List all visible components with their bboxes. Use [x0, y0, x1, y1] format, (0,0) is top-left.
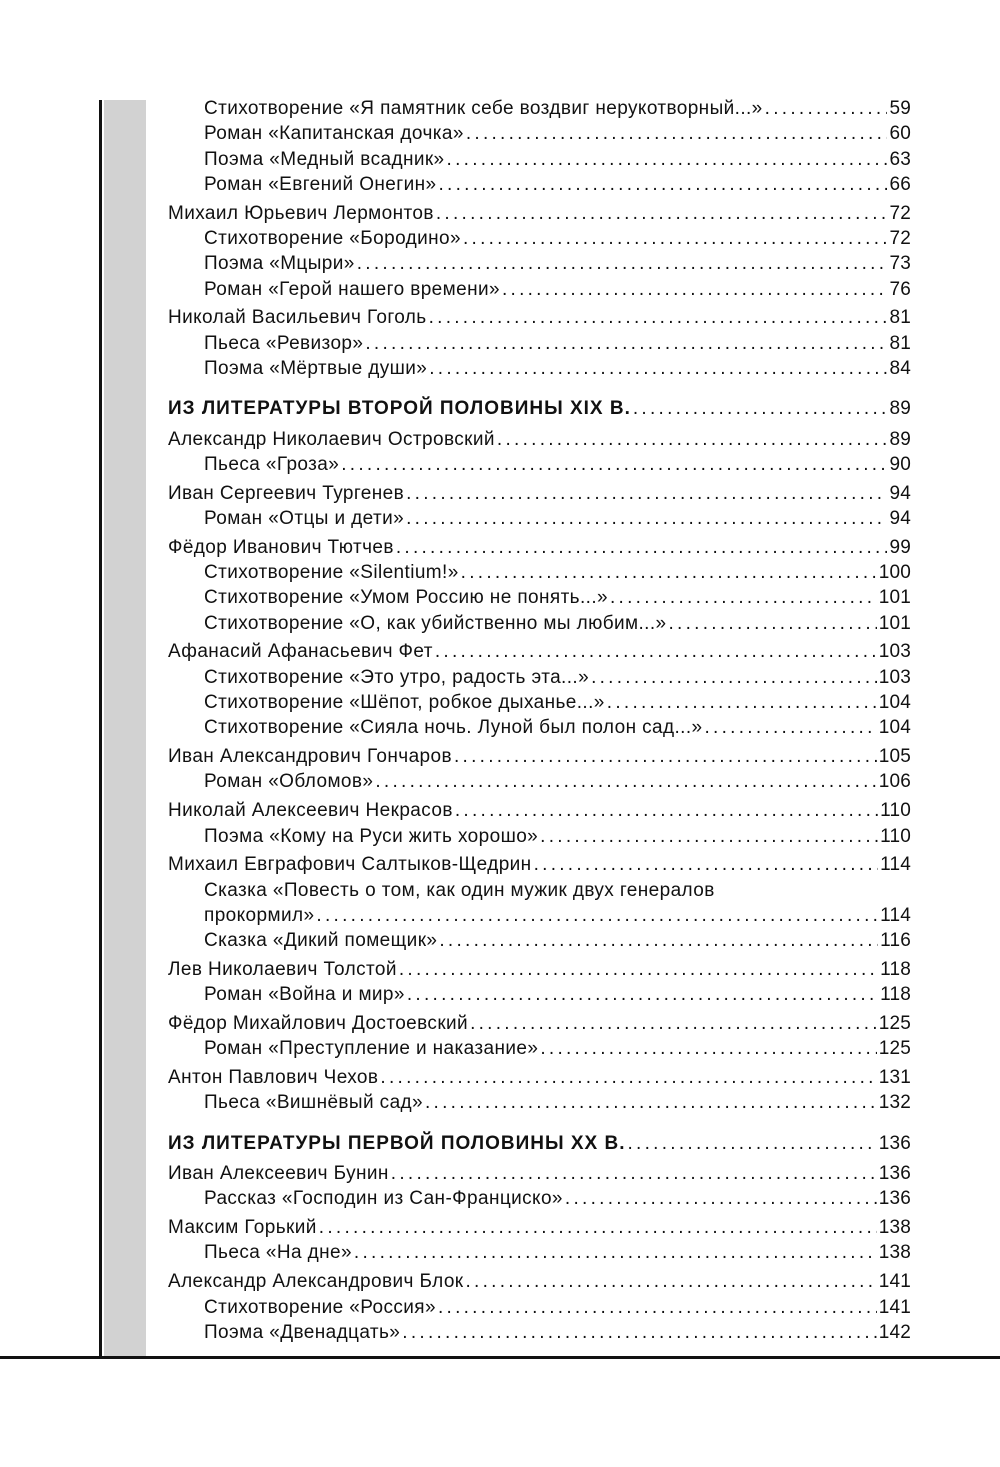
toc-work-entry: [168, 824, 911, 849]
toc-page-number: 118: [880, 959, 911, 980]
toc-entry-title: Николай Алексеевич Некрасов: [168, 800, 453, 822]
toc-page-number: 103: [878, 666, 911, 688]
toc-page-number: 89: [889, 398, 911, 420]
toc-dot-leader: [463, 226, 888, 251]
toc-author-entry: [168, 1161, 911, 1186]
toc-entry-title: Стихотворение «О, как убийственно мы любим...»: [204, 612, 667, 634]
toc-entry-title: прокормил»: [204, 904, 315, 926]
toc-entry-title: Иван Александрович Гончаров: [168, 746, 452, 768]
toc-dot-leader: [391, 1161, 877, 1186]
toc-entry-title: Роман «Отцы и дети»: [204, 507, 405, 529]
toc-dot-leader: [399, 957, 878, 982]
toc-page-number: 114: [880, 904, 911, 926]
toc-page-number: 125: [878, 1038, 911, 1060]
toc-work-entry: [168, 665, 911, 690]
toc-entry-title: Александр Николаевич Островский: [168, 428, 495, 450]
toc-dot-leader: [316, 903, 878, 928]
toc-dot-leader: [765, 96, 888, 121]
toc-dot-leader: [502, 277, 888, 302]
toc-work-entry: [168, 878, 911, 903]
toc-entry-title: Поэма «Мцыри»: [204, 253, 355, 275]
toc-entry-title: Роман «Обломов»: [204, 771, 374, 793]
toc-entry-title: Михаил Юрьевич Лермонтов: [168, 202, 434, 224]
toc-entry-title: Стихотворение «Я памятник себе воздвиг нерукотворный...»: [204, 98, 763, 119]
toc-dot-leader: [375, 769, 876, 794]
toc-entry-title: Фёдор Михайлович Достоевский: [168, 1013, 469, 1035]
toc-entry-title: Афанасий Афанасьевич Фет: [168, 641, 433, 663]
toc-entry-title: Роман «Преступление и наказание»: [204, 1038, 539, 1060]
toc-dot-leader: [396, 535, 888, 560]
table-of-contents: [168, 96, 911, 1345]
toc-dot-leader: [461, 560, 877, 585]
toc-entry-title: Пьеса «Гроза»: [204, 453, 340, 475]
toc-entry-title: Сказка «Повесть о том, как один мужик двух генералов: [204, 879, 715, 901]
toc-author-entry: [168, 957, 911, 982]
toc-page-number: 105: [878, 746, 911, 768]
toc-page-number: 90: [889, 453, 911, 475]
toc-dot-leader: [438, 1295, 877, 1320]
toc-author-entry: [168, 852, 911, 877]
toc-dot-leader: [705, 715, 877, 740]
toc-work-entry: [168, 251, 911, 276]
toc-page-number: 142: [878, 1321, 911, 1343]
toc-work-entry: [168, 769, 911, 794]
toc-work-entry: [168, 1240, 911, 1265]
toc-section-heading: [168, 1131, 911, 1156]
toc-entry-title: Пьеса «Ревизор»: [204, 332, 364, 354]
toc-dot-leader: [407, 982, 878, 1007]
toc-author-entry: [168, 1065, 911, 1090]
toc-work-entry: [168, 96, 911, 121]
toc-work-entry: [168, 452, 911, 477]
toc-dot-leader: [628, 1131, 877, 1156]
toc-dot-leader: [540, 1036, 876, 1061]
toc-author-entry: [168, 639, 911, 664]
toc-work-entry: [168, 1186, 911, 1211]
toc-dot-leader: [540, 824, 878, 849]
toc-dot-leader: [357, 251, 888, 276]
toc-author-entry: [168, 798, 911, 823]
left-margin-rule: [99, 100, 102, 1358]
toc-work-entry: [168, 585, 911, 610]
toc-page-number: 138: [878, 1217, 911, 1239]
toc-work-entry: [168, 506, 911, 531]
toc-entry-title: Поэма «Кому на Руси жить хорошо»: [204, 825, 539, 847]
toc-work-entry: [168, 147, 911, 172]
toc-entry-title: Роман «Война и мир»: [204, 984, 405, 1006]
toc-dot-leader: [380, 1065, 876, 1090]
toc-work-entry: [168, 331, 911, 356]
toc-page-number: 94: [889, 482, 911, 504]
toc-entry-title: Николай Васильевич Гоголь: [168, 307, 427, 329]
toc-dot-leader: [534, 852, 879, 877]
toc-work-entry: [168, 611, 911, 636]
toc-entry-title: Лев Николаевич Толстой: [168, 959, 397, 980]
toc-author-entry: [168, 1011, 911, 1036]
toc-work-entry: [168, 172, 911, 197]
toc-work-entry: [168, 356, 911, 381]
margin-gray-band: [104, 100, 146, 1358]
toc-dot-leader: [402, 1320, 876, 1345]
toc-dot-leader: [354, 1240, 877, 1265]
toc-dot-leader: [429, 356, 887, 381]
toc-page-number: 72: [889, 227, 911, 249]
toc-page-number: 84: [889, 357, 911, 379]
toc-work-entry: [168, 982, 911, 1007]
toc-entry-title: ИЗ ЛИТЕРАТУРЫ ПЕРВОЙ ПОЛОВИНЫ XX В.: [168, 1132, 626, 1154]
toc-entry-title: Пьеса «На дне»: [204, 1242, 352, 1264]
toc-work-entry: [168, 1036, 911, 1061]
toc-dot-leader: [447, 147, 888, 172]
toc-work-entry: [168, 690, 911, 715]
toc-dot-leader: [470, 1011, 877, 1036]
toc-entry-title: Роман «Герой нашего времени»: [204, 278, 500, 300]
toc-author-entry: [168, 305, 911, 330]
toc-page-number: 132: [878, 1092, 911, 1114]
toc-page-number: 136: [878, 1188, 911, 1210]
toc-author-entry: [168, 535, 911, 560]
toc-page-number: 94: [889, 507, 911, 529]
toc-page-number: 104: [878, 692, 911, 714]
toc-dot-leader: [406, 481, 887, 506]
toc-page-number: 63: [889, 148, 911, 170]
toc-page-number: 116: [880, 930, 911, 952]
toc-dot-leader: [607, 690, 877, 715]
toc-entry-title: Пьеса «Вишнёвый сад»: [204, 1092, 423, 1114]
toc-dot-leader: [406, 506, 887, 531]
toc-entry-title: Антон Павлович Чехов: [168, 1067, 379, 1089]
toc-page-number: 60: [889, 123, 911, 145]
toc-entry-title: Стихотворение «Это утро, радость эта...»: [204, 666, 590, 688]
toc-entry-title: Поэма «Медный всадник»: [204, 148, 445, 170]
toc-entry-title: Иван Сергеевич Тургенев: [168, 482, 405, 504]
bottom-rule: [0, 1356, 1000, 1359]
toc-dot-leader: [466, 1269, 877, 1294]
toc-page-number: 103: [878, 641, 911, 663]
toc-author-entry: [168, 1215, 911, 1240]
toc-page-number: 73: [889, 253, 911, 275]
toc-page-number: 141: [878, 1271, 911, 1293]
toc-entry-title: Максим Горький: [168, 1217, 317, 1239]
toc-work-entry: [168, 226, 911, 251]
toc-page-number: 100: [878, 562, 911, 584]
toc-entry-title: Поэма «Двенадцать»: [204, 1321, 401, 1343]
toc-work-entry: [168, 1295, 911, 1320]
toc-entry-title: Стихотворение «Шёпот, робкое дыханье...»: [204, 692, 605, 714]
toc-entry-title: Рассказ «Господин из Сан-Франциско»: [204, 1188, 563, 1210]
toc-dot-leader: [466, 121, 888, 146]
toc-dot-leader: [455, 798, 878, 823]
toc-dot-leader: [319, 1215, 877, 1240]
toc-entry-title: Поэма «Мёртвые души»: [204, 357, 428, 379]
toc-work-entry: [168, 903, 911, 928]
toc-dot-leader: [669, 611, 877, 636]
toc-section-heading: [168, 396, 911, 421]
toc-dot-leader: [633, 396, 888, 421]
toc-dot-leader: [497, 427, 888, 452]
toc-page-number: 104: [878, 717, 911, 739]
toc-page-number: 114: [880, 854, 911, 876]
toc-dot-leader: [454, 744, 877, 769]
toc-entry-title: Роман «Капитанская дочка»: [204, 123, 464, 145]
toc-page-number: 136: [878, 1163, 911, 1185]
toc-author-entry: [168, 1269, 911, 1294]
toc-dot-leader: [439, 928, 878, 953]
toc-page-number: 59: [889, 98, 911, 119]
toc-page-number: 141: [878, 1296, 911, 1318]
toc-page-number: 136: [878, 1132, 911, 1154]
toc-dot-leader: [438, 172, 887, 197]
toc-dot-leader: [365, 331, 887, 356]
toc-entry-title: Стихотворение «Сияла ночь. Луной был полон сад...»: [204, 717, 703, 739]
toc-entry-title: Фёдор Иванович Тютчев: [168, 536, 394, 558]
toc-dot-leader: [429, 305, 888, 330]
toc-dot-leader: [425, 1090, 877, 1115]
toc-work-entry: [168, 560, 911, 585]
toc-page-number: 138: [878, 1242, 911, 1264]
toc-entry-title: ИЗ ЛИТЕРАТУРЫ ВТОРОЙ ПОЛОВИНЫ XIX В.: [168, 398, 631, 420]
toc-author-entry: [168, 744, 911, 769]
toc-dot-leader: [591, 665, 877, 690]
toc-page-number: 89: [889, 428, 911, 450]
toc-entry-title: Стихотворение «Silentium!»: [204, 562, 459, 584]
toc-page-number: 81: [889, 307, 911, 329]
toc-dot-leader: [565, 1186, 877, 1211]
toc-page-number: 125: [878, 1013, 911, 1035]
toc-page-number: 110: [880, 800, 911, 822]
toc-entry-title: Александр Александрович Блок: [168, 1271, 464, 1293]
toc-work-entry: [168, 715, 911, 740]
toc-work-entry: [168, 121, 911, 146]
toc-dot-leader: [341, 452, 887, 477]
toc-page-number: 101: [878, 612, 911, 634]
toc-page-number: 110: [880, 825, 911, 847]
toc-author-entry: [168, 427, 911, 452]
toc-page-number: 81: [889, 332, 911, 354]
toc-page-number: 101: [878, 587, 911, 609]
toc-work-entry: [168, 1090, 911, 1115]
toc-author-entry: [168, 201, 911, 226]
toc-page-number: 106: [878, 771, 911, 793]
toc-page-number: 66: [889, 173, 911, 195]
toc-page-number: 72: [889, 202, 911, 224]
toc-entry-title: Михаил Евграфович Салтыков-Щедрин: [168, 854, 532, 876]
toc-work-entry: [168, 928, 911, 953]
toc-page-number: 131: [878, 1067, 911, 1089]
toc-entry-title: Иван Алексеевич Бунин: [168, 1163, 389, 1185]
toc-entry-title: Стихотворение «Бородино»: [204, 227, 461, 249]
toc-entry-title: Стихотворение «Умом Россию не понять...»: [204, 587, 608, 609]
toc-page-number: 118: [880, 984, 911, 1006]
toc-dot-leader: [436, 201, 888, 226]
toc-dot-leader: [435, 639, 877, 664]
toc-page-number: 76: [889, 278, 911, 300]
toc-work-entry: [168, 1320, 911, 1345]
toc-entry-title: Роман «Евгений Онегин»: [204, 173, 437, 195]
toc-work-entry: [168, 277, 911, 302]
toc-dot-leader: [610, 585, 877, 610]
toc-page-number: 99: [889, 536, 911, 558]
toc-entry-title: Сказка «Дикий помещик»: [204, 930, 438, 952]
toc-entry-title: Стихотворение «Россия»: [204, 1296, 436, 1318]
toc-author-entry: [168, 481, 911, 506]
